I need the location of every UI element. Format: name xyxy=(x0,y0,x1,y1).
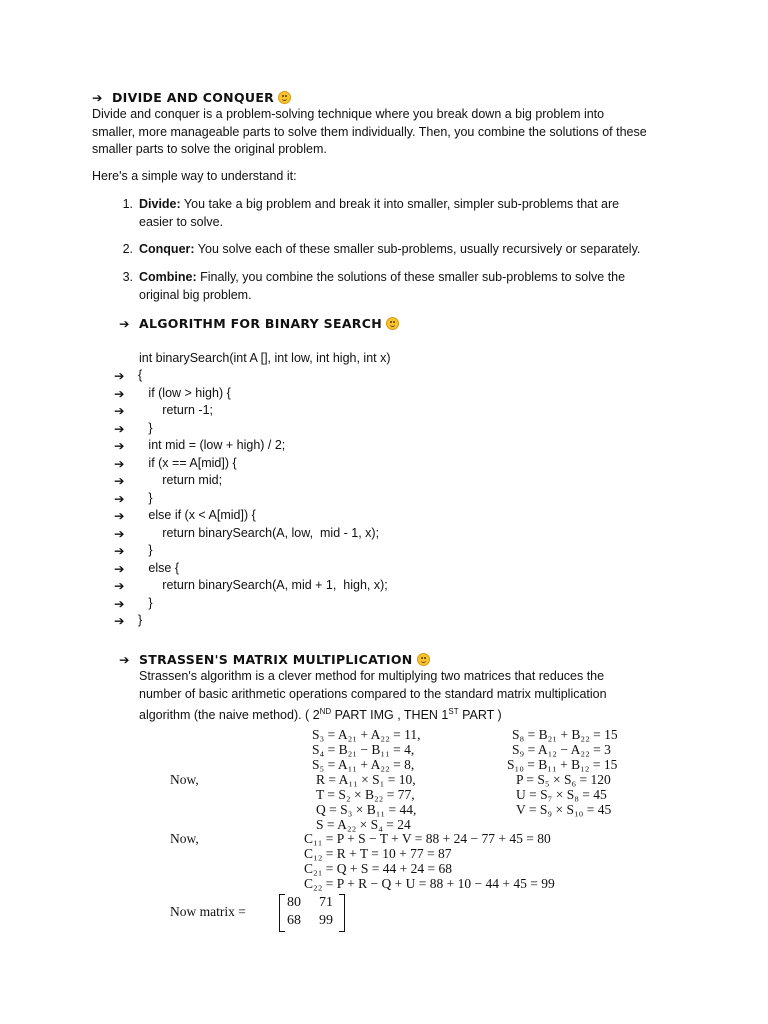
code-line xyxy=(114,472,223,491)
code-text: else { xyxy=(138,561,179,575)
arrow-icon: ➔ xyxy=(92,90,103,105)
list-number: 1. xyxy=(122,197,133,211)
list-item xyxy=(122,196,679,231)
arrow-icon: ➔ xyxy=(114,491,125,506)
para-line: Divide and conquer is a problem-solving technique where you break down a big problem into xyxy=(92,107,605,121)
now-matrix-label: Now matrix = xyxy=(170,904,246,919)
superscript: ND xyxy=(319,707,332,716)
code-line xyxy=(114,367,143,386)
equation: S₈ = B₂₁ + B₂₂ = 15 xyxy=(512,727,618,742)
arrow-icon: ➔ xyxy=(114,403,125,418)
para-line: smaller parts to solve the original problem. xyxy=(92,142,327,156)
matrix-bracket-right xyxy=(339,894,345,932)
matrix-cell: 80 xyxy=(287,895,301,910)
code-line xyxy=(114,507,256,526)
arrow-icon: ➔ xyxy=(114,473,125,488)
list-term: Conquer: xyxy=(139,242,195,256)
code-text: if (x == A[mid]) { xyxy=(138,456,237,470)
code-text: return -1; xyxy=(138,403,214,417)
code-line xyxy=(114,385,231,404)
code-line xyxy=(114,612,143,631)
intro-paragraph xyxy=(92,106,647,159)
code-text: } xyxy=(138,613,143,627)
list-text: Finally, you combine the solutions of these smaller sub-problems to solve the xyxy=(196,270,626,284)
code-line xyxy=(114,595,153,614)
list-text: original big problem. xyxy=(139,287,252,302)
arrow-icon: ➔ xyxy=(114,613,125,628)
code-line xyxy=(114,525,380,544)
heading-text: DIVIDE AND CONQUER xyxy=(112,90,275,105)
arrow-icon: ➔ xyxy=(119,652,130,667)
para-text: PART ) xyxy=(458,708,502,723)
list-text: easier to solve. xyxy=(139,214,224,229)
matrix-cell: 68 xyxy=(287,913,301,928)
equation: C₁₂ = R + T = 10 + 77 = 87 xyxy=(304,846,452,861)
equation: U = S₇ × S₈ = 45 xyxy=(516,787,607,802)
para-text: algorithm (the naive method). ( 2 xyxy=(139,708,320,723)
arrow-icon: ➔ xyxy=(114,368,125,383)
heading-binary-search xyxy=(119,316,399,331)
equation: C₂₂ = P + R − Q + U = 88 + 10 − 44 + 45 = 99 xyxy=(304,876,555,891)
superscript: ST xyxy=(448,707,459,716)
heading-text: STRASSEN'S MATRIX MULTIPLICATION xyxy=(139,652,413,667)
list-term: Combine: xyxy=(139,270,197,284)
strassen-paragraph xyxy=(139,668,607,725)
list-number: 2. xyxy=(122,242,133,256)
code-line xyxy=(114,455,237,474)
para-line: smaller, more manageable parts to solve them individually. Then, you combine the solutions of these xyxy=(92,124,647,139)
code-line xyxy=(114,490,153,509)
equation: P = S₅ × S₆ = 120 xyxy=(516,772,611,787)
list-item xyxy=(122,269,679,304)
equation: R = A₁₁ × S₁ = 10, xyxy=(316,772,416,787)
code-line xyxy=(114,437,286,456)
list-text: You solve each of these smaller sub-problems, usually recursively or separately. xyxy=(194,242,641,256)
code-text: if (low > high) { xyxy=(138,386,231,400)
code-text: int mid = (low + high) / 2; xyxy=(138,438,286,452)
now-label: Now, xyxy=(170,831,199,846)
equation: S₁₀ = B₁₁ + B₁₂ = 15 xyxy=(507,757,618,772)
heading-text: ALGORITHM FOR BINARY SEARCH xyxy=(139,316,382,331)
code-text: } xyxy=(138,421,153,435)
now-label: Now, xyxy=(170,772,199,787)
heading-divide-and-conquer xyxy=(92,90,291,105)
arrow-icon: ➔ xyxy=(114,561,125,576)
code-signature: int binarySearch(int A [], int low, int high, int x) xyxy=(139,351,391,365)
equation: Q = S₃ × B₁₁ = 44, xyxy=(316,802,417,817)
code-line xyxy=(114,542,153,561)
arrow-icon: ➔ xyxy=(114,386,125,401)
list-number: 3. xyxy=(122,270,133,284)
equation: V = S₉ × S₁₀ = 45 xyxy=(516,802,612,817)
arrow-icon: ➔ xyxy=(114,421,125,436)
para-text: PART IMG , THEN 1 xyxy=(331,708,449,723)
code-text: { xyxy=(138,368,143,382)
matrix-cell: 71 xyxy=(319,895,333,910)
intro-line: Here's a simple way to understand it: xyxy=(92,169,297,183)
arrow-icon: ➔ xyxy=(114,543,125,558)
list-item xyxy=(122,241,679,259)
heading-strassen xyxy=(119,652,430,667)
code-text: } xyxy=(138,596,153,610)
code-text: return binarySearch(A, low, mid - 1, x); xyxy=(138,526,380,540)
para-line: number of basic arithmetic operations compared to the standard matrix multiplication xyxy=(139,686,607,701)
arrow-icon: ➔ xyxy=(114,578,125,593)
code-text: return mid; xyxy=(138,473,223,487)
arrow-icon: ➔ xyxy=(119,316,130,331)
equation: S₅ = A₁₁ + A₂₂ = 8, xyxy=(312,757,415,772)
equation: C₁₁ = P + S − T + V = 88 + 24 − 77 + 45 = 80 xyxy=(304,831,551,846)
result-matrix xyxy=(279,894,345,930)
code-text: else if (x < A[mid]) { xyxy=(138,508,256,522)
code-line xyxy=(114,420,153,439)
equation: S = A₂₂ × S₄ = 24 xyxy=(316,817,411,832)
code-line xyxy=(114,402,214,421)
code-line xyxy=(114,560,179,579)
para-line xyxy=(139,703,607,725)
smiley-icon xyxy=(386,317,399,330)
para-line: Strassen's algorithm is a clever method for multiplying two matrices that reduces the xyxy=(139,669,605,683)
code-line xyxy=(114,577,388,596)
matrix-bracket-left xyxy=(279,894,285,932)
code-text: } xyxy=(138,543,153,557)
code-text: return binarySearch(A, mid + 1, high, x); xyxy=(138,578,388,592)
arrow-icon: ➔ xyxy=(114,438,125,453)
arrow-icon: ➔ xyxy=(114,526,125,541)
smiley-icon xyxy=(278,91,291,104)
equation: S₄ = B₂₁ − B₁₁ = 4, xyxy=(312,742,415,757)
equation: T = S₂ × B₂₂ = 77, xyxy=(316,787,415,802)
code-text: } xyxy=(138,491,153,505)
list-text: You take a big problem and break it into smaller, simpler sub-problems that are xyxy=(180,197,620,211)
arrow-icon: ➔ xyxy=(114,456,125,471)
arrow-icon: ➔ xyxy=(114,596,125,611)
list-term: Divide: xyxy=(139,197,181,211)
matrix-cell: 99 xyxy=(319,913,333,928)
equation: C₂₁ = Q + S = 44 + 24 = 68 xyxy=(304,861,452,876)
arrow-icon: ➔ xyxy=(114,508,125,523)
smiley-icon xyxy=(417,653,430,666)
equation: S₃ = A₂₁ + A₂₂ = 11, xyxy=(312,727,421,742)
equation: S₉ = A₁₂ − A₂₂ = 3 xyxy=(512,742,611,757)
